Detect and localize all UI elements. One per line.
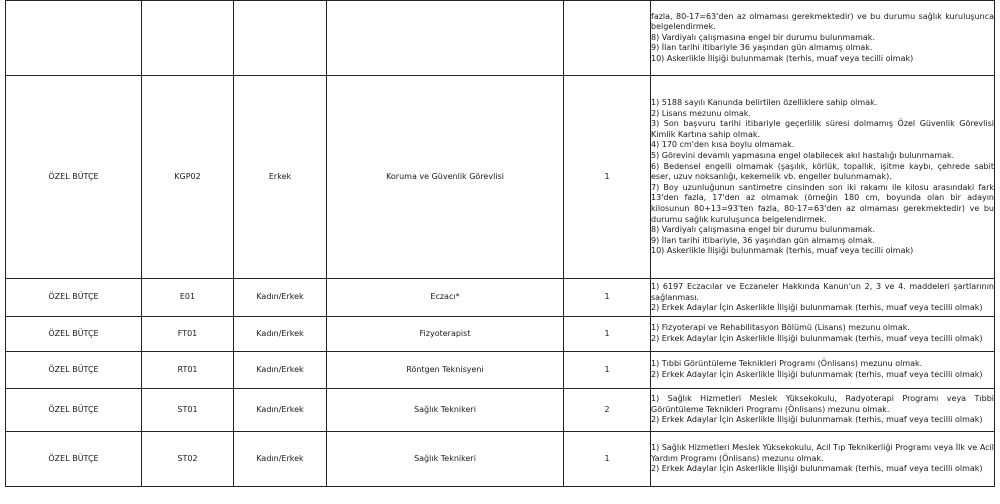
gender-cell: Erkek (234, 76, 327, 279)
requirement-line: 1) Fizyoterapi ve Rehabilitasyon Bölümü (Lisans) mezunu olmak. (651, 323, 910, 333)
requirement-line: 8) Vardiyalı çalışmasına engel bir durumu bulunmamak. (651, 225, 875, 235)
requirements-cell (651, 389, 995, 432)
code-cell (142, 1, 234, 76)
requirement-line: 9) İlan tarihi itibariyle 36 yaşından gün almamış olmak. (651, 43, 873, 53)
requirement-line: 8) Vardiyalı çalışmasına engel bir durumu bulunmamak. (651, 32, 875, 42)
table-row (6, 352, 995, 389)
code-cell: ST01 (142, 389, 234, 432)
requirement-line: 2) Erkek Adaylar İçin Askerlikle İlişiği bulunmamak (terhis, muaf veya tecilli olmak) (651, 370, 983, 379)
requirement-line: 2) Erkek Adaylar İçin Askerlikle İlişiği bulunmamak (terhis, muaf veya tecilli olmak) (651, 334, 983, 343)
budget-cell: ÖZEL BÜTÇE (6, 279, 142, 317)
requirement-line: fazla, 80-17=63'den az olmaması gerekmektedir) ve bu durumu sağlık kuruluşunca belgelendirmek. (651, 11, 994, 32)
requirement-line: 1) Tıbbi Görüntüleme Teknikleri Programı (Önlisans) mezunu olmak. (651, 359, 923, 369)
count-cell: 1 (564, 317, 651, 352)
count-cell: 1 (564, 76, 651, 279)
requirement-line: 9) İlan tarihi itibariyle, 36 yaşından gün almamış olmak. (651, 235, 875, 245)
requirement-line: 2) Erkek Adaylar İçin Askerlikle İlişiği bulunmamak (terhis, muaf veya tecilli olmak) (651, 464, 983, 474)
title-cell (327, 1, 564, 76)
gender-cell: Kadın/Erkek (234, 352, 327, 389)
count-cell: 1 (564, 432, 651, 487)
title-cell: Sağlık Teknikeri (327, 389, 564, 432)
requirement-line: 2) Erkek Adaylar İçin Askerlikle İlişiği bulunmamak (terhis, muaf veya tecilli olmak) (651, 415, 983, 425)
positions-table (5, 0, 995, 487)
table-row (6, 76, 995, 279)
table-row (6, 317, 995, 352)
budget-cell: ÖZEL BÜTÇE (6, 352, 142, 389)
gender-cell: Kadın/Erkek (234, 317, 327, 352)
requirements-cell (651, 76, 995, 279)
title-cell: Fizyoterapist (327, 317, 564, 352)
requirements-cell (651, 279, 995, 317)
title-cell: Röntgen Teknisyeni (327, 352, 564, 389)
requirement-line: 10) Askerlikle İlişiği bulunmamak (terhis, muaf veya tecilli olmak) (651, 53, 914, 63)
budget-cell: ÖZEL BÜTÇE (6, 317, 142, 352)
count-cell: 1 (564, 279, 651, 317)
budget-cell: ÖZEL BÜTÇE (6, 389, 142, 432)
code-cell: ST02 (142, 432, 234, 487)
requirement-line: 5) Görevini devamlı yapmasına engel olabilecek akıl hastalığı bulunmamak. (651, 151, 955, 161)
requirement-line: 1) 6197 Eczacılar ve Eczaneler Hakkında Kanun'un 2, 3 ve 4. maddeleri şartlarının sağlanması. (651, 282, 994, 302)
count-cell: 1 (564, 352, 651, 389)
requirements-cell (651, 1, 995, 76)
table-row (6, 1, 995, 76)
requirement-line: 1) Sağlık Hizmetleri Meslek Yüksekokulu, Radyoterapi Programı veya Tıbbi Görüntüleme Teknikleri Programı (Önlisans) mezunu olmak. (651, 394, 994, 414)
requirements-cell (651, 432, 995, 487)
requirement-line: 2) Erkek Adaylar İçin Askerlikle İlişiği bulunmamak (terhis, muaf veya tecilli olmak) (651, 303, 983, 313)
code-cell: FT01 (142, 317, 234, 352)
gender-cell: Kadın/Erkek (234, 389, 327, 432)
count-cell (564, 1, 651, 76)
requirement-line: 6) Bedensel engelli olmamak (şaşılık, körlük, topallık, işitme kaybı, çehrede sabit eser, uzuv noksanlığı, kekemelik vb. engeller bulunmamak). (651, 161, 994, 182)
title-cell: Sağlık Teknikeri (327, 432, 564, 487)
budget-cell: ÖZEL BÜTÇE (6, 76, 142, 279)
requirement-line: 3) Son başvuru tarihi itibariyle geçerlilik süresi dolmamış Özel Güvenlik Görevlisi Kimlik Kartına sahip olmak. (651, 119, 994, 139)
gender-cell: Kadın/Erkek (234, 432, 327, 487)
requirements-cell (651, 352, 995, 389)
gender-cell (234, 1, 327, 76)
requirement-line: 7) Boy uzunluğunun santimetre cinsinden son iki rakamı ile kilosu arasındaki fark 13'den fazla, 17'den az olmamak (örneğin 180 cm, boyunda olan bir adayın kilosunun 80+13=93'ten fazla, 80-17=63'den az olmaması gerekmektedir) ve bu durumu sağlık kuruluşunca belgelendirmek. (651, 182, 994, 224)
requirement-line: 4) 170 cm'den kısa boylu olmamak. (651, 140, 795, 150)
code-cell: KGP02 (142, 76, 234, 279)
title-cell: Eczacı* (327, 279, 564, 317)
table-row (6, 389, 995, 432)
requirements-cell (651, 317, 995, 352)
table-row (6, 279, 995, 317)
budget-cell: ÖZEL BÜTÇE (6, 432, 142, 487)
code-cell: E01 (142, 279, 234, 317)
budget-cell (6, 1, 142, 76)
requirement-line: 1) Sağlık Hizmetleri Meslek Yüksekokulu, Acil Tıp Teknikerliği Programı veya İlk ve Acil Yardım Programı (Önlisans) mezunu olmak. (651, 443, 994, 463)
code-cell: RT01 (142, 352, 234, 389)
count-cell: 2 (564, 389, 651, 432)
requirement-line: 1) 5188 sayılı Kanunda belirtilen özelliklere sahip olmak. (651, 98, 878, 108)
table-row (6, 432, 995, 487)
requirement-line: 2) Lisans mezunu olmak. (651, 108, 751, 118)
title-cell: Koruma ve Güvenlik Görevlisi (327, 76, 564, 279)
requirement-line: 10) Askerlikle İlişiği bulunmamak (terhis, muaf veya tecilli olmak) (651, 246, 914, 256)
gender-cell: Kadın/Erkek (234, 279, 327, 317)
